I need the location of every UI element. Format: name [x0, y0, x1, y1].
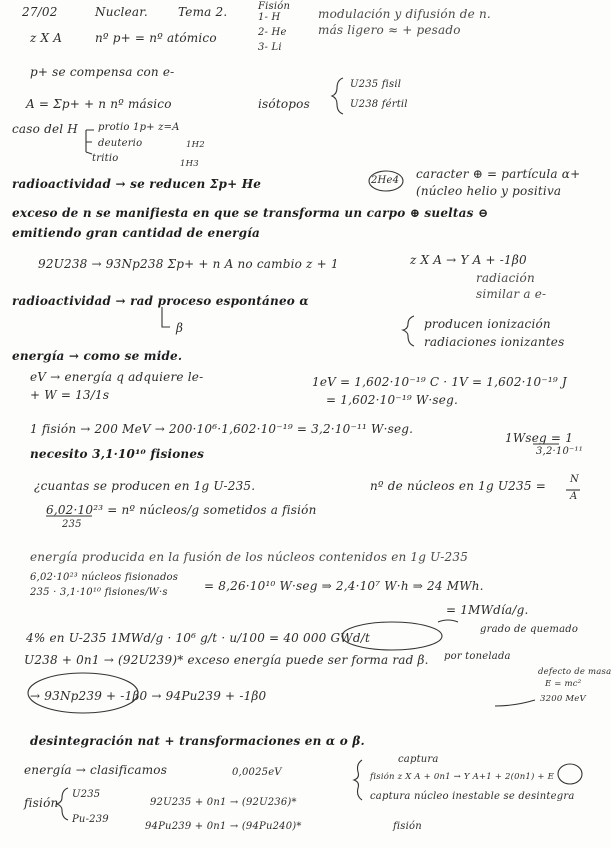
- burnup-pointer: [438, 620, 458, 622]
- nuclei-count: nº de núcleos en 1g U235 =: [370, 479, 546, 493]
- date: 27/02: [22, 5, 58, 19]
- u235-item: U235: [72, 789, 101, 800]
- one-wseg: 1Wseg = 1: [505, 431, 574, 445]
- hydrogen-arrows: [86, 130, 94, 154]
- fission-reaction: fisión z X A + 0n1 → Y A+1 + 2(0n1) + E: [370, 772, 555, 782]
- calc-line-1: 6,02·10²³ núcleos fisionados: [30, 572, 179, 583]
- isotopes-label: isótopos: [258, 97, 310, 111]
- calc-line-3: = 8,26·10¹⁰ W·seg ⇒ 2,4·10⁷ W·h ⇒ 24 MWh.: [204, 579, 484, 593]
- watt-definition: + W = 13/1s: [30, 388, 110, 402]
- hydrogen-case: caso del H: [12, 122, 78, 136]
- radiation-note: radiación: [476, 271, 535, 285]
- u239-capture: U238 + 0n1 → (92U239)* exceso energía puede ser forma rad β.: [24, 653, 429, 667]
- modulation-note: modulación y difusión de n.: [318, 7, 491, 21]
- fission-item-1: 1- H: [258, 12, 281, 23]
- energy-measure: energía → como se mide.: [12, 349, 183, 363]
- energy-circle: [558, 764, 582, 784]
- np239-decay: → 93Np239 + -1β0 → 94Pu239 + -1β0: [30, 689, 267, 703]
- ionization-note: producen ionización: [424, 317, 551, 331]
- pu239-fission: 94Pu239 + 0n1 → (94Pu240)*: [145, 821, 302, 832]
- fission-end: fisión: [393, 821, 422, 832]
- tritium: tritio: [92, 153, 119, 164]
- alpha-character: caracter ⊕ = partícula α+: [416, 167, 581, 181]
- charge-balance: p+ se compensa con e-: [30, 65, 175, 79]
- helium-circled: 2He4: [371, 175, 400, 186]
- beta-decay: z X A → Y A + -1β0: [410, 253, 527, 267]
- u238-decay: 92U238 → 93Np238 Σp+ + n A no cambio z + 1: [38, 257, 339, 271]
- energy-emitted: emitiendo gran cantidad de energía: [12, 226, 261, 240]
- burnup-line: 4% en U-235 1MWd/g · 10⁶ g/t · u/100 = 40 000 GWd/t: [26, 631, 370, 645]
- fraction-numerator: N: [570, 474, 579, 485]
- energy-produced: energía producida en la fusión de los núcleos contenidos en 1g U-235: [30, 550, 469, 564]
- mass-number-def: A = Σp+ + n nº másico: [26, 97, 172, 111]
- u235-fission: 92U235 + 0n1 → (92U236)*: [150, 797, 297, 808]
- mass-defect-note: defecto de masa: [538, 667, 611, 677]
- mass-defect-arrow: [495, 700, 535, 706]
- avogadro-denominator: 235: [62, 519, 82, 530]
- ionization-brace: [403, 316, 414, 346]
- atomic-number-def: nº p+ = nº atómico: [95, 31, 217, 45]
- one-fission-energy: 1 fisión → 200 MeV → 200·10⁶·1,602·10⁻¹⁹ = 3,2·10⁻¹¹ W·seg.: [30, 422, 414, 436]
- fission-brace: [57, 788, 68, 820]
- burnup-note-2: por tonelada: [444, 651, 511, 662]
- burnup-circle: [342, 622, 442, 650]
- fission-heading: Fisión: [258, 1, 291, 12]
- pu239-item: Pu-239: [72, 814, 109, 825]
- fission-item-2: 2- He: [258, 27, 287, 38]
- u235-fissile: U235 fisil: [350, 79, 402, 90]
- ev-definition: eV → energía q adquiere le-: [30, 370, 204, 384]
- disintegration: desintegración nat + transformaciones en α o β.: [30, 734, 365, 748]
- how-many-question: ¿cuantas se producen en 1g U-235.: [34, 479, 256, 493]
- energy-mev: 0,0025eV: [232, 767, 282, 778]
- fission-label: fisión: [24, 796, 59, 810]
- capture-label: captura: [398, 754, 439, 765]
- ev-equation: 1eV = 1,602·10⁻¹⁹ C · 1V = 1,602·10⁻¹⁹ J: [312, 375, 567, 389]
- u238-fertile: U238 fértil: [350, 99, 408, 110]
- radioactivity-line: radioactividad → se reducen Σp+ He: [12, 177, 262, 191]
- modulation-note-2: más ligero ≈ + pesado: [318, 23, 461, 37]
- capture-brace: [354, 760, 362, 800]
- radiation-note-2: similar a e-: [476, 287, 547, 301]
- ev-equation-2: = 1,602·10⁻¹⁹ W·seg.: [326, 393, 458, 407]
- calc-line-4: = 1MWdía/g.: [446, 603, 529, 617]
- fissions-needed: necesito 3,1·10¹⁰ fisiones: [30, 447, 205, 461]
- isotopes-brace: [332, 78, 343, 114]
- mass-defect-formula: E = mc²: [545, 679, 582, 689]
- h3-notation: 1H3: [180, 159, 199, 169]
- one-wseg-denominator: 3,2·10⁻¹¹: [536, 446, 583, 457]
- h2-notation: 1H2: [186, 140, 205, 150]
- mass-defect-value: 3200 MeV: [540, 694, 586, 704]
- energy-classification: energía → clasificamos: [24, 763, 168, 777]
- burnup-note: grado de quemado: [480, 624, 579, 635]
- beta-branch: β: [176, 321, 184, 335]
- ionization-note-2: radiaciones ionizantes: [424, 335, 565, 349]
- helium-circle: [369, 171, 403, 191]
- fission-item-3: 3- Li: [258, 42, 282, 53]
- subject: Nuclear.: [95, 5, 148, 19]
- topic-title: Tema 2.: [178, 5, 228, 19]
- protium: protio 1p+ z=A: [98, 122, 180, 133]
- beta-branch-arrow: [162, 307, 170, 327]
- avogadro-line: 6,02·10²³ = nº núcleos/g sometidos a fisión: [46, 503, 317, 517]
- radioactivity-process: radioactividad → rad proceso espontáneo α: [12, 294, 309, 308]
- calc-line-2: 235 · 3,1·10¹⁰ fisiones/W·s: [30, 587, 168, 598]
- alpha-character-2: (núcleo helio y positiva: [416, 184, 562, 198]
- neutron-excess: exceso de n se manifiesta en que se transforma un carpo ⊕ sueltas ⊖: [12, 206, 489, 220]
- deuterium: deuterio: [98, 138, 143, 149]
- neptunium-circle: [28, 673, 138, 713]
- nuclide-notation: z X A: [30, 31, 63, 45]
- fraction-denominator: A: [570, 491, 578, 502]
- capture-note: captura núcleo inestable se desintegra: [370, 791, 575, 802]
